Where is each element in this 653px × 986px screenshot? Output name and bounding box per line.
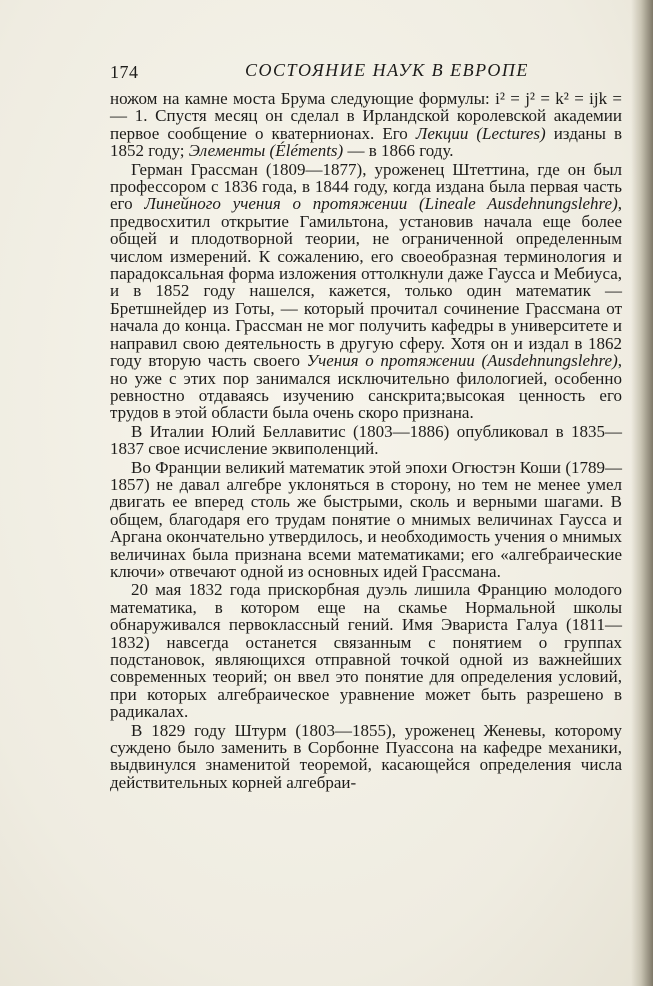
paragraph-5	[110, 581, 622, 720]
italic-title: Элементы (Éléments)	[188, 141, 344, 161]
text-span: ножом на камне моста Брума следующие формулы: i² = j² = k² = ijk = — 1. Спустя месяц он сделал в Ирландской королевской академии первое сообщение о кватернионах. Его	[110, 89, 622, 143]
italic-title: Учения о протяжении (Ausdehnungslehre)	[306, 351, 618, 371]
text-span: В 1829 году Штурм (1803—1855), уроженец Женевы, которому суждено было заменить в Сорбонне Пуассона на кафедре механики, выдвинулся знаменитой теоремой, касающейся определения числа действительных корней алгебраи-	[110, 720, 622, 792]
page-header	[110, 60, 610, 86]
running-title: СОСТОЯНИЕ НАУК В ЕВРОПЕ	[245, 60, 529, 80]
text-span: изданы в 1852 году;	[110, 123, 623, 161]
page-number: 174	[110, 62, 139, 82]
text-span: В Италии Юлий Беллавитис (1803—1886) опубликовал в 1835—1837 свое исчисление эквиполенций.	[110, 421, 622, 459]
italic-title: Линейного учения о протяжении (Lineale Ausdehnungslehre)	[144, 194, 618, 214]
paragraph-2	[110, 161, 622, 422]
paragraph-4	[110, 459, 622, 581]
text-span: Герман Грассман (1809—1877), уроженец Штеттина, где он был профессором с 1836 года, в 1844 году, когда издана была первая часть его	[110, 159, 622, 214]
paragraph-3	[110, 423, 622, 458]
text-span: Во Франции великий математик этой эпохи Огюстэн Коши (1789—1857) не давал алгебре уклоняться в сторону, но тем не менее умел двигать ее вперед столь же быстрыми, сколь и верными шагами. В общем, благодаря его трудам понятие о мнимых величинах Гаусса и Аргана окончательно утвердилось, и необходимость учения о мнимых величинах была признана всеми математиками; его «алгебраические ключи» отвечают одной из основных идей Грассмана.	[110, 457, 622, 581]
body-text	[110, 90, 622, 792]
text-span: , но уже с этих пор занимался исключительно филологией, особенно ревностно отдаваясь изучению санскрита;высокая ценность его трудов в этой области была очень скоро признана.	[110, 351, 623, 423]
paragraph-1	[110, 90, 622, 160]
paragraph-6	[110, 722, 622, 792]
page-edge-shadow	[631, 0, 653, 986]
text-span: , предвосхитил открытие Гамильтона, установив начала еще более общей и плодотворной теории, не ограниченной определенным числом измерений. К сожалению, его своеобразная терминология и парадоксальная форма изложения оттолкнули даже Гаусса и Мебиуса, и в 1852 году нашелся, кажется, только один математик — Бретшнейдер из Готы, — который прочитал сочинение Грассмана от начала до конца. Грассман не мог получить кафедры в университете и направил свою деятельность в другую сферу. Хотя он и издал в 1862 году вторую часть своего	[110, 194, 622, 371]
text-span: — в 1866 году.	[343, 141, 454, 161]
text-span: 20 мая 1832 года прискорбная дуэль лишила Францию молодого математика, в котором еще на скамье Нормальной школы обнаруживался первоклассный гений. Имя Эвариста Галуа (1811—1832) навсегда останется связанным с понятием о группах подстановок, являющихся отправной точкой одной из важнейших современных теорий; он ввел это понятие для определения условий, при которых алгебраическое уравнение может быть разрешено в радикалах.	[110, 580, 622, 722]
italic-title: Лекции (Lectures)	[415, 123, 546, 143]
